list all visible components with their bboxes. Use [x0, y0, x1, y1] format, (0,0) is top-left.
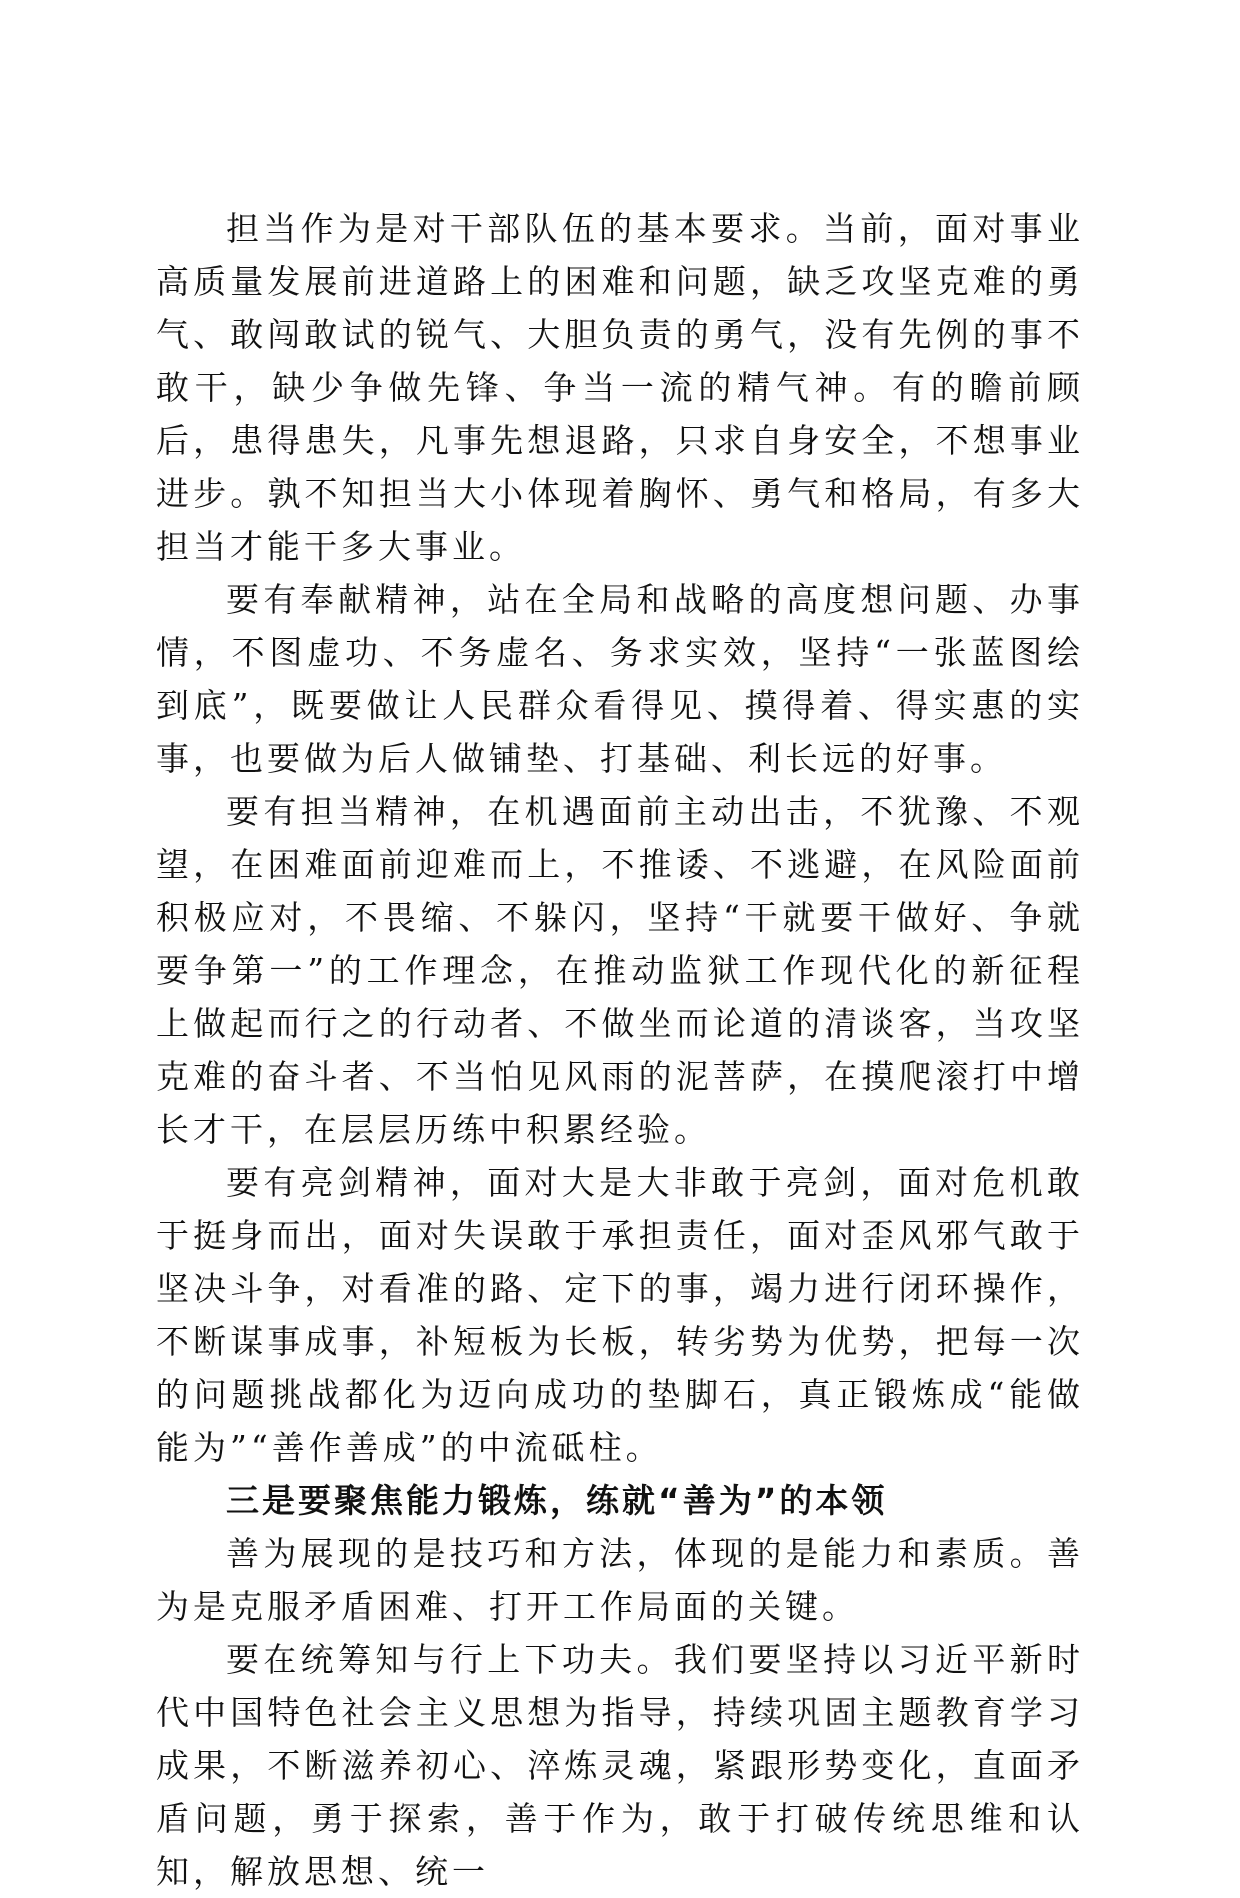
paragraph-6: 要在统筹知与行上下功夫。我们要坚持以习近平新时代中国特色社会主义思想为指导，持续巩固主题教育学习成果，不断滋养初心、淬炼灵魂，紧跟形势变化，直面矛盾问题，勇于探索，善于作为，敢于打破传统思维和认知，解放思想、统一 [156, 1640, 1084, 1891]
paragraph-4: 要有亮剑精神，面对大是大非敢于亮剑，面对危机敢于挺身而出，面对失误敢于承担责任，面对歪风邪气敢于坚决斗争，对看准的路、定下的事，竭力进行闭环操作，不断谋事成事，补短板为长板，转劣势为优势，把每一次的问题挑战都化为迈向成功的垫脚石，真正锻炼成“能做能为”“善作善成”的中流砥柱。 [156, 1163, 1084, 1467]
paragraph-1: 担当作为是对干部队伍的基本要求。当前，面对事业高质量发展前进道路上的困难和问题，缺乏攻坚克难的勇气、敢闯敢试的锐气、大胆负责的勇气，没有先例的事不敢干，缺少争做先锋、争当一流的精气神。有的瞻前顾后，患得患失，凡事先想退路，只求自身安全，不想事业进步。孰不知担当大小体现着胸怀、勇气和格局，有多大担当才能干多大事业。 [156, 209, 1084, 566]
paragraph-5: 善为展现的是技巧和方法，体现的是能力和素质。善为是克服矛盾困难、打开工作局面的关键。 [156, 1534, 1084, 1626]
paragraph-3: 要有担当精神，在机遇面前主动出击，不犹豫、不观望，在困难面前迎难而上，不推诿、不逃避，在风险面前积极应对，不畏缩、不躲闪，坚持“干就要干做好、争就要争第一”的工作理念，在推动监狱工作现代化的新征程上做起而行之的行动者、不做坐而论道的清谈客，当攻坚克难的奋斗者、不当怕见风雨的泥菩萨，在摸爬滚打中增长才干，在层层历练中积累经验。 [156, 792, 1084, 1149]
paragraph-2: 要有奉献精神，站在全局和战略的高度想问题、办事情，不图虚功、不务虚名、务求实效，坚持“一张蓝图绘到底”，既要做让人民群众看得见、摸得着、得实惠的实事，也要做为后人做铺垫、打基础、利长远的好事。 [156, 580, 1084, 778]
section-heading: 三是要聚焦能力锻炼，练就“善为”的本领 [226, 1481, 888, 1520]
document-body [156, 202, 1084, 1898]
